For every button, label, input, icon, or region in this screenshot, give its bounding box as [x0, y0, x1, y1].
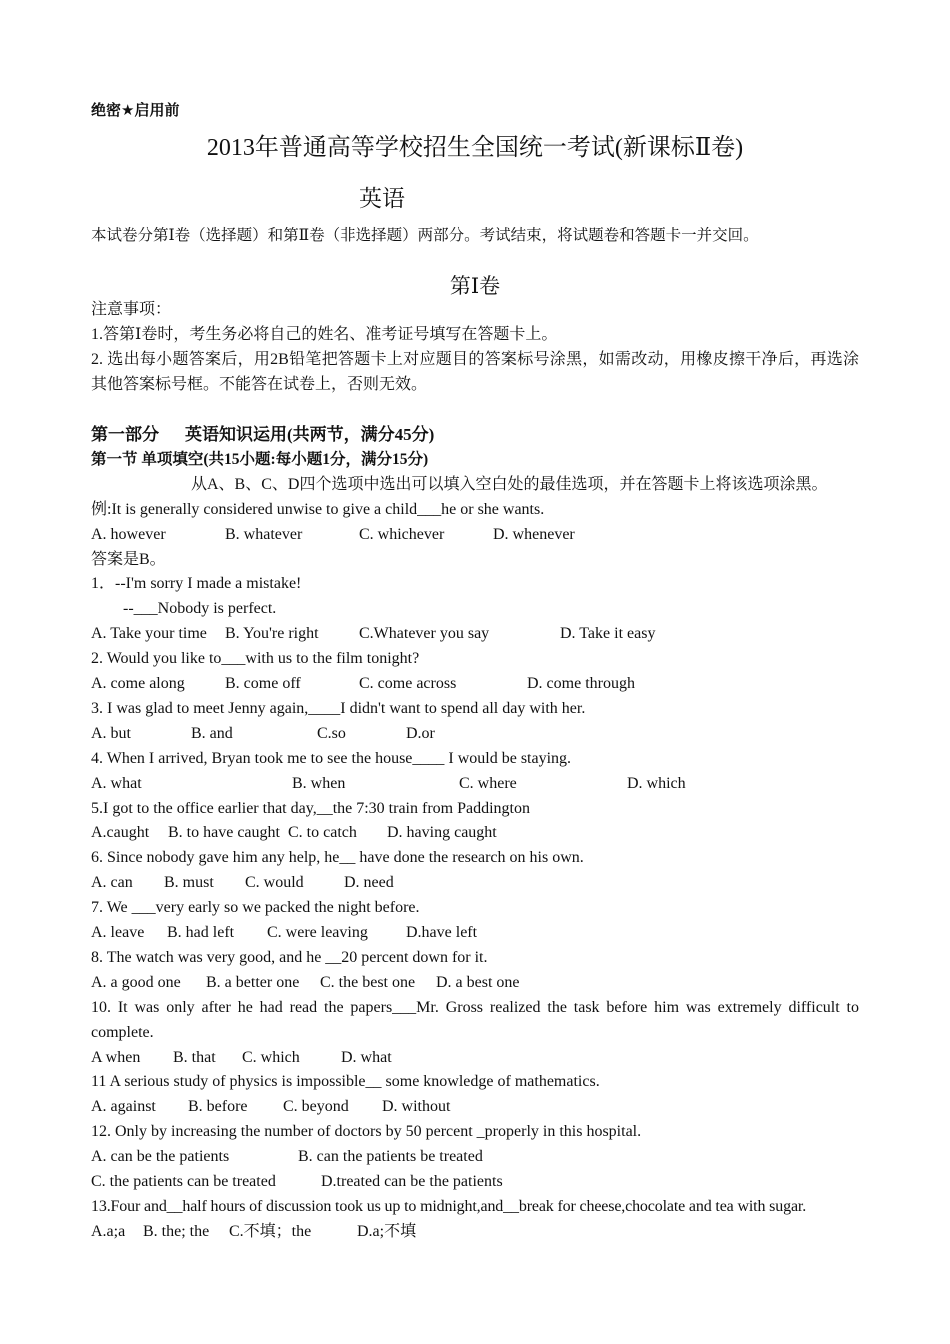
- note-item: 1.答第Ⅰ卷时，考生务必将自己的姓名、准考证号填写在答题卡上。: [91, 325, 558, 343]
- question-stem: 8. The watch was very good, and he __20 percent down for it.: [91, 948, 488, 966]
- subject-title: 英语: [359, 186, 405, 212]
- option: D. Take it easy: [560, 625, 656, 643]
- question-stem: 2. Would you like to___with us to the film tonight?: [91, 650, 420, 668]
- question-stem: 7. We ___very early so we packed the night before.: [91, 899, 420, 917]
- option: D. having caught: [387, 824, 497, 842]
- option: B. when: [292, 774, 346, 792]
- option: D. without: [382, 1098, 451, 1116]
- option: C. the best one: [320, 973, 416, 991]
- option: B. and: [191, 724, 233, 742]
- option: B. a better one: [206, 973, 300, 991]
- option-row: [91, 871, 859, 896]
- option: A. can be the patients: [91, 1148, 230, 1166]
- option: B. before: [188, 1098, 248, 1116]
- option: A. can: [91, 874, 133, 892]
- option-row: [91, 622, 859, 647]
- option: B. must: [164, 874, 214, 892]
- option: A. Take your time: [91, 625, 207, 643]
- option-row: [91, 1095, 859, 1120]
- question-stem: 3. I was glad to meet Jenny again,____I didn't want to spend all day with her.: [91, 699, 586, 717]
- notes-label: 注意事项：: [91, 301, 172, 318]
- option: D. whenever: [493, 525, 575, 543]
- question-stem: 13.Four and__half hours of discussion took us up to midnight,and__break for cheese,chocolate and tea with sugar.: [91, 1197, 807, 1215]
- option: B. had left: [167, 924, 235, 942]
- option: A. against: [91, 1098, 156, 1116]
- option: A. leave: [91, 924, 145, 942]
- exam-title: 2013年普通高等学校招生全国统一考试(新课标Ⅱ卷): [206, 135, 744, 161]
- option-row: [91, 672, 859, 697]
- option: D. a best one: [436, 973, 520, 991]
- option: D. which: [627, 774, 686, 792]
- option: D.have left: [406, 924, 478, 942]
- option: D.or: [406, 724, 435, 742]
- intro-text: 本试卷分第Ⅰ卷（选择题）和第Ⅱ卷（非选择题）两部分。考试结束，将试题卷和答题卡一并交回。: [91, 227, 759, 244]
- option-row: [91, 821, 859, 846]
- option: C. the patients can be treated: [91, 1173, 276, 1190]
- option: C.不填；the: [229, 1222, 312, 1240]
- volume-title: 第Ⅰ卷: [449, 274, 501, 298]
- option: C. come across: [359, 675, 457, 693]
- option-row: [91, 1046, 859, 1071]
- option: B. to have caught: [168, 824, 280, 842]
- notes: [91, 298, 859, 398]
- option-row: [91, 772, 859, 797]
- question-stem: 10. It was only after he had read the papers___Mr. Gross realized the task before him was extremely difficult to complete.: [91, 998, 859, 1041]
- option: C. would: [245, 874, 304, 892]
- option: C. where: [459, 774, 517, 792]
- part-heading-label: 第一部分: [91, 425, 159, 444]
- option: B. whatever: [225, 525, 303, 543]
- part-heading-title: 英语知识运用(共两节，满分45分): [185, 425, 435, 444]
- question-stem: 4. When I arrived, Bryan took me to see the house____ I would be staying.: [91, 749, 572, 767]
- option: C.so: [317, 724, 346, 742]
- option: C. were leaving: [267, 924, 368, 942]
- option: C. to catch: [288, 824, 357, 842]
- option: A. but: [91, 724, 131, 742]
- example-stem: 例:It is generally considered unwise to give a child___he or she wants.: [91, 500, 545, 518]
- option: C. which: [242, 1048, 300, 1066]
- instruction: 从A、B、C、D四个选项中选出可以填入空白处的最佳选项，并在答题卡上将该选项涂黑。: [191, 475, 828, 493]
- question-stem: 1．--I'm sorry I made a mistake!: [91, 575, 302, 593]
- option-row: [91, 722, 859, 747]
- confidential-mark: 绝密★启用前: [91, 101, 180, 119]
- question-stem: 11 A serious study of physics is impossible__ some knowledge of mathematics.: [91, 1073, 600, 1091]
- option: C. beyond: [283, 1098, 349, 1116]
- option: A. what: [91, 774, 142, 792]
- question-stem: 5.I got to the office earlier that day,__the 7:30 train from Paddington: [91, 799, 530, 817]
- option-row: [91, 1145, 859, 1170]
- question-stem: 6. Since nobody gave him any help, he__ have done the research on his own.: [91, 849, 584, 867]
- option: D.a;不填: [357, 1222, 417, 1240]
- option-row: [91, 1220, 859, 1245]
- option: C. whichever: [359, 525, 445, 543]
- option: B. the; the: [143, 1222, 210, 1240]
- option: D. need: [344, 874, 394, 892]
- option: B. that: [173, 1048, 216, 1066]
- option-row: [91, 523, 859, 548]
- option: D.treated can be the patients: [321, 1173, 503, 1190]
- example-answer: 答案是B。: [91, 550, 166, 568]
- part-heading: [91, 423, 859, 448]
- option: B. come off: [225, 675, 301, 693]
- option: A.a;a: [91, 1222, 126, 1240]
- option: A.caught: [91, 824, 150, 842]
- question-stem: --___Nobody is perfect.: [123, 600, 277, 618]
- option: C.Whatever you say: [359, 625, 490, 643]
- section-heading: 第一节 单项填空(共15小题:每小题1分，满分15分): [91, 450, 429, 468]
- option: A. a good one: [91, 973, 181, 991]
- option: B. can the patients be treated: [298, 1148, 483, 1166]
- option: A when: [91, 1048, 141, 1066]
- option-row: [91, 971, 859, 996]
- question-stem: 12. Only by increasing the number of doctors by 50 percent _properly in this hospital.: [91, 1123, 642, 1141]
- option: D. come through: [527, 675, 635, 693]
- note-item: 2. 选出每小题答案后，用2B铅笔把答题卡上对应题目的答案标号涂黑，如需改动，用橡皮擦干净后，再选涂其他答案标号框。不能答在试卷上，否则无效。: [91, 350, 859, 393]
- part-one: [91, 423, 859, 1245]
- option: B. You're right: [225, 625, 319, 643]
- option: A. come along: [91, 675, 185, 693]
- option: D. what: [341, 1048, 392, 1066]
- option: A. however: [91, 525, 166, 543]
- option-row: [91, 1170, 859, 1195]
- option-row: [91, 921, 859, 946]
